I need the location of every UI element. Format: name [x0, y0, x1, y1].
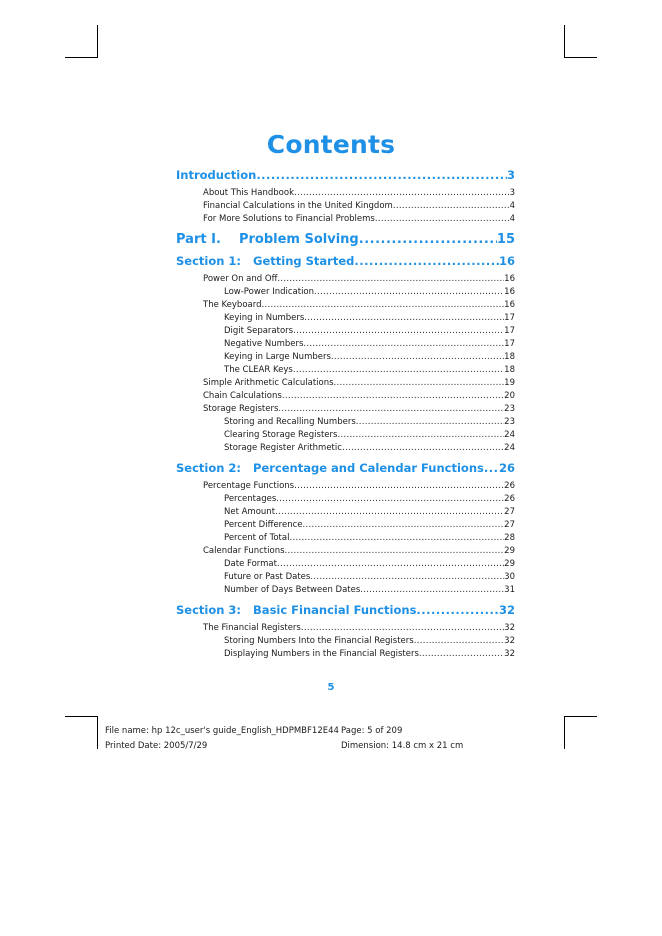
toc-label: Displaying Numbers in the Financial Registers [224, 649, 419, 659]
toc-entry[interactable] [176, 507, 515, 520]
toc-page-number: 28 [504, 533, 515, 543]
toc-entry[interactable] [176, 649, 515, 662]
toc-entry[interactable] [176, 326, 515, 339]
crop-mark [97, 716, 98, 749]
toc-label: Number of Days Between Dates [224, 585, 361, 595]
toc-page-number: 26 [504, 494, 515, 504]
toc-label: The CLEAR Keys [224, 365, 293, 375]
toc-label: Percent of Total [224, 533, 290, 543]
toc-label: Storage Register Arithmetic [224, 443, 342, 453]
toc-leader [282, 391, 504, 401]
toc-entry[interactable] [176, 533, 515, 546]
toc-entry[interactable] [176, 404, 515, 417]
crop-mark [564, 57, 597, 58]
toc-leader [278, 404, 504, 414]
toc-page-number: 15 [496, 232, 515, 247]
toc-leader [293, 326, 504, 336]
toc-label: Clearing Storage Registers [224, 430, 338, 440]
toc-page-number: 29 [504, 546, 515, 556]
toc-label: Section 2: Percentage and Calendar Functions [176, 461, 484, 475]
toc-label: Low-Power Indication [224, 287, 315, 297]
toc-label: Storing and Recalling Numbers [224, 417, 356, 427]
toc-leader [359, 232, 497, 247]
toc-entry[interactable] [176, 546, 515, 559]
toc-entry[interactable] [176, 214, 515, 227]
toc-leader [331, 352, 504, 362]
toc-page-number: 18 [504, 352, 515, 362]
toc-page-number: 23 [504, 404, 515, 414]
toc-entry[interactable] [176, 300, 515, 313]
toc-label: Financial Calculations in the United Kingdom [203, 201, 393, 211]
toc-label: About This Handbook [203, 188, 295, 198]
toc-label: Date Format [224, 559, 277, 569]
toc-page-number: 18 [504, 365, 515, 375]
toc-leader [375, 214, 510, 224]
toc-leader [293, 365, 504, 375]
toc-leader [294, 481, 504, 491]
crop-mark [65, 716, 98, 717]
toc-leader [484, 461, 499, 475]
toc-page-number: 27 [504, 520, 515, 530]
toc-heading[interactable] [176, 254, 515, 271]
toc-entry[interactable] [176, 623, 515, 636]
toc-leader [310, 572, 504, 582]
toc-leader [301, 623, 504, 633]
toc-page-number: 32 [498, 603, 515, 617]
toc-page-number: 20 [504, 391, 515, 401]
toc-leader [356, 417, 504, 427]
footer-page: Page: 5 of 209 [341, 726, 403, 736]
table-of-contents [176, 168, 515, 662]
toc-page-number: 31 [504, 585, 515, 595]
toc-page-number: 4 [509, 214, 515, 224]
toc-entry[interactable] [176, 274, 515, 287]
toc-leader [285, 546, 505, 556]
toc-page-number: 4 [509, 201, 515, 211]
toc-page-number: 19 [504, 378, 515, 388]
toc-entry[interactable] [176, 352, 515, 365]
toc-leader [303, 520, 505, 530]
toc-page-number: 32 [504, 636, 515, 646]
toc-leader [393, 201, 510, 211]
page-title: Contents [266, 130, 396, 159]
toc-label: Digit Separators [224, 326, 294, 336]
toc-entry[interactable] [176, 494, 515, 507]
toc-page-number: 27 [504, 507, 515, 517]
toc-label: The Financial Registers [203, 623, 301, 633]
toc-entry[interactable] [176, 585, 515, 598]
toc-leader [275, 507, 504, 517]
toc-leader [256, 168, 507, 182]
toc-heading[interactable] [176, 232, 515, 249]
toc-entry[interactable] [176, 443, 515, 456]
toc-label: For More Solutions to Financial Problems [203, 214, 375, 224]
toc-leader [419, 649, 504, 659]
toc-heading[interactable] [176, 603, 515, 620]
toc-page-number: 16 [504, 300, 515, 310]
toc-entry[interactable] [176, 481, 515, 494]
toc-leader [277, 559, 504, 569]
toc-page-number: 26 [498, 461, 515, 475]
toc-page-number: 32 [504, 649, 515, 659]
toc-entry[interactable] [176, 365, 515, 378]
toc-label: Simple Arithmetic Calculations [203, 378, 334, 388]
toc-label: Storing Numbers Into the Financial Registers [224, 636, 414, 646]
toc-label: Keying in Numbers [224, 313, 305, 323]
toc-label: Power On and Off [203, 274, 278, 284]
toc-leader [342, 443, 504, 453]
toc-leader [276, 494, 504, 504]
toc-leader [354, 254, 499, 268]
toc-leader [334, 378, 505, 388]
toc-leader [414, 636, 504, 646]
toc-heading[interactable] [176, 168, 515, 185]
toc-label: Chain Calculations [203, 391, 282, 401]
toc-leader [360, 585, 504, 595]
toc-entry[interactable] [176, 313, 515, 326]
toc-page-number: 16 [504, 274, 515, 284]
toc-page-number: 16 [504, 287, 515, 297]
toc-entry[interactable] [176, 520, 515, 533]
toc-page-number: 17 [504, 313, 515, 323]
toc-leader [294, 188, 510, 198]
toc-entry[interactable] [176, 339, 515, 352]
toc-entry[interactable] [176, 559, 515, 572]
crop-mark [65, 57, 98, 58]
toc-page-number: 16 [498, 254, 515, 268]
toc-leader [337, 430, 504, 440]
toc-entry[interactable] [176, 391, 515, 404]
toc-entry[interactable] [176, 430, 515, 443]
toc-leader [416, 603, 499, 617]
crop-mark [97, 25, 98, 58]
toc-label: Negative Numbers [224, 339, 304, 349]
toc-label: Net Amount [224, 507, 276, 517]
toc-entry[interactable] [176, 636, 515, 649]
crop-mark [564, 716, 597, 717]
toc-page-number: 23 [504, 417, 515, 427]
toc-page-number: 30 [504, 572, 515, 582]
toc-leader [261, 300, 504, 310]
footer-printed-date: Printed Date: 2005/7/29 [105, 741, 208, 751]
toc-entry[interactable] [176, 188, 515, 201]
toc-page-number: 17 [504, 339, 515, 349]
toc-label: Keying in Large Numbers [224, 352, 331, 362]
toc-label: The Keyboard [203, 300, 262, 310]
toc-page-number: 32 [504, 623, 515, 633]
toc-entry[interactable] [176, 378, 515, 391]
toc-leader [289, 533, 504, 543]
toc-label: Storage Registers [203, 404, 279, 414]
toc-page-number: 3 [506, 168, 515, 182]
toc-page-number: 29 [504, 559, 515, 569]
footer-dimension: Dimension: 14.8 cm x 21 cm [341, 741, 464, 751]
toc-label: Section 3: Basic Financial Functions [176, 603, 417, 617]
crop-mark [564, 716, 565, 749]
toc-label: Part I. Problem Solving [176, 232, 359, 247]
toc-page-number: 24 [504, 430, 515, 440]
toc-leader [277, 274, 504, 284]
crop-mark [564, 25, 565, 58]
toc-leader [304, 313, 504, 323]
toc-page-number: 17 [504, 326, 515, 336]
toc-leader [303, 339, 504, 349]
toc-entry[interactable] [176, 287, 515, 300]
page-number: 5 [327, 682, 335, 693]
toc-label: Calendar Functions [203, 546, 285, 556]
toc-entry[interactable] [176, 417, 515, 430]
toc-label: Percentages [224, 494, 277, 504]
toc-label: Percent Difference [224, 520, 303, 530]
toc-leader [314, 287, 504, 297]
toc-entry[interactable] [176, 201, 515, 214]
toc-label: Section 1: Getting Started [176, 254, 355, 268]
toc-page-number: 24 [504, 443, 515, 453]
toc-heading[interactable] [176, 461, 515, 478]
toc-page-number: 3 [509, 188, 515, 198]
toc-page-number: 26 [504, 481, 515, 491]
toc-label: Future or Past Dates [224, 572, 311, 582]
toc-label: Introduction [176, 168, 257, 182]
toc-label: Percentage Functions [203, 481, 295, 491]
toc-entry[interactable] [176, 572, 515, 585]
footer-file-name: File name: hp 12c_user's guide_English_HDPMBF12E44 [105, 726, 339, 736]
